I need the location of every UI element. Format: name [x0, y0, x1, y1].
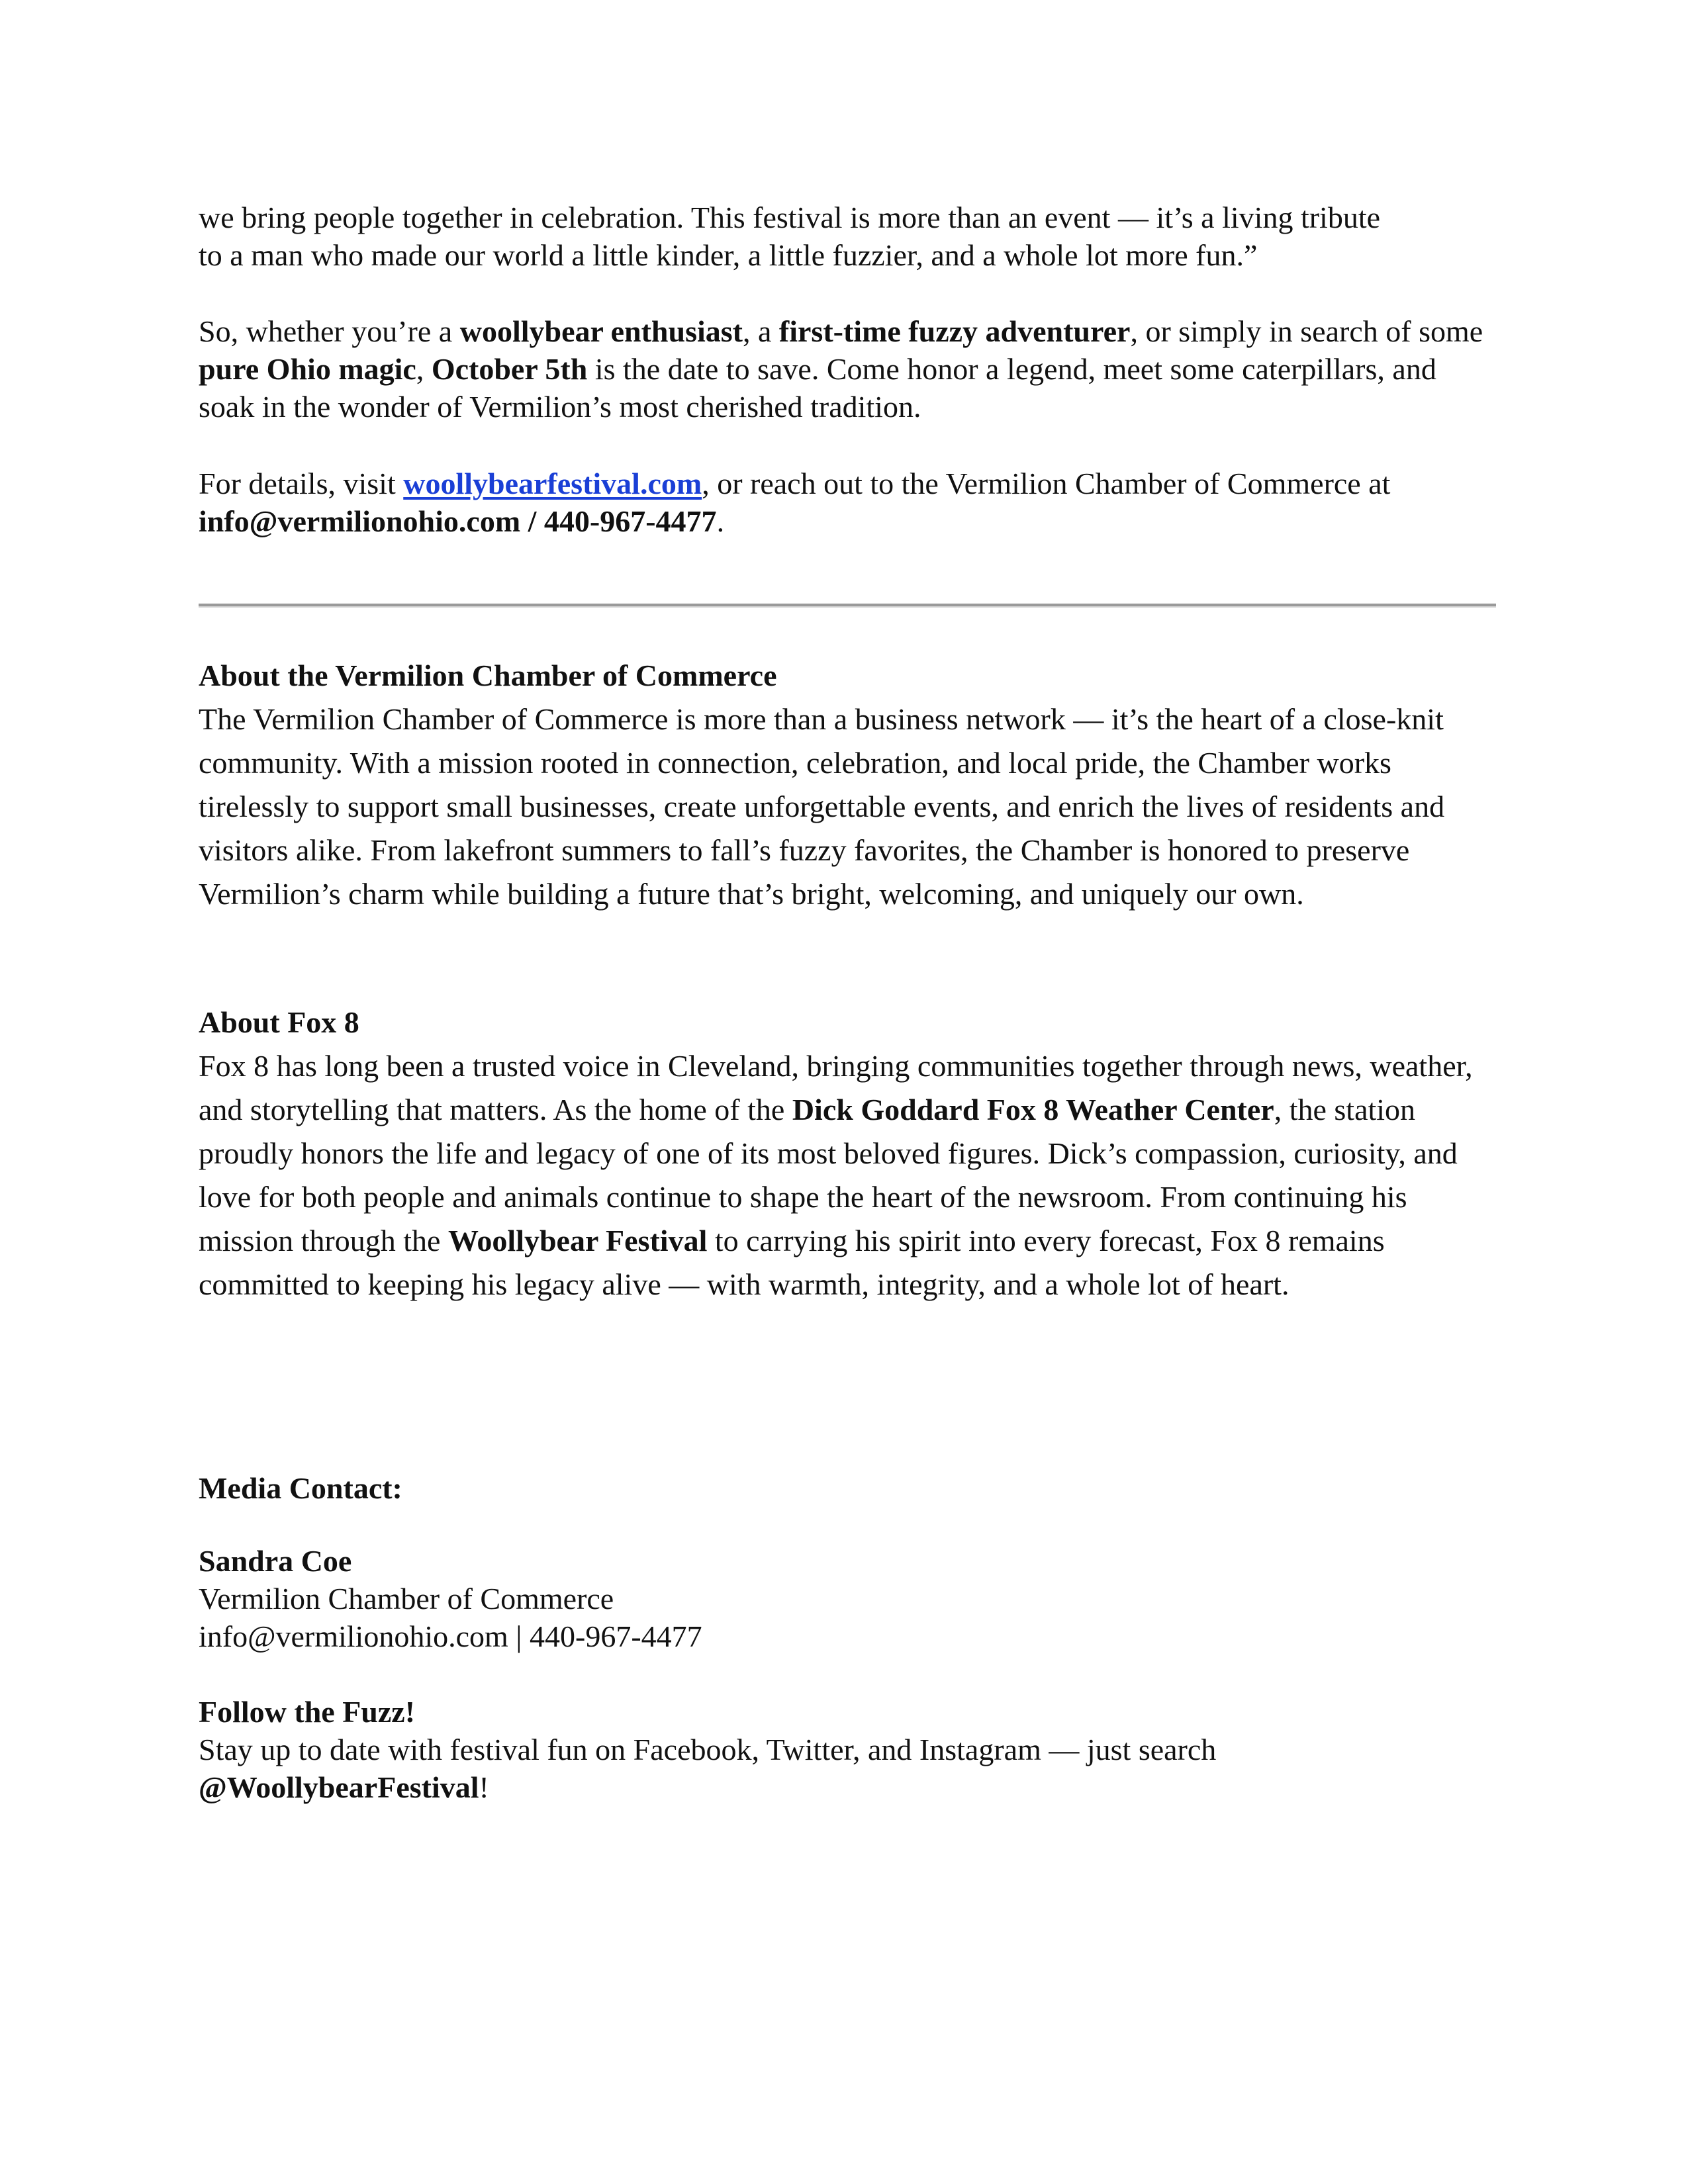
- emphasis-woollybear-festival: Woollybear Festival: [447, 1224, 708, 1257]
- save-date-text-5: is the date to save. Come honor a legend, meet some caterpillars, and soak in the wonder of Vermilion’s most cherished tradition.: [199, 352, 1436, 424]
- save-date-text-4: ,: [416, 352, 432, 386]
- about-chamber-section: [199, 654, 1496, 916]
- follow-section: [199, 1693, 1496, 1806]
- social-handle: @WoollybearFestival: [199, 1770, 479, 1804]
- details-text-3: .: [716, 504, 725, 538]
- chamber-contact-info: info@vermilionohio.com / 440-967-4477: [199, 504, 717, 538]
- details-paragraph: [199, 465, 1496, 540]
- save-the-date-paragraph: [199, 312, 1496, 426]
- contact-details: [199, 1542, 1496, 1655]
- details-text-2: , or reach out to the Vermilion Chamber of Commerce at: [702, 467, 1391, 500]
- fox8-text-1: Fox 8 has long been a trusted voice in Cleveland, bringing communities together through news, weather, and storytelling that matters. As the home of the: [199, 1049, 1473, 1126]
- follow-text: Stay up to date with festival fun on Facebook, Twitter, and Instagram — just search: [199, 1733, 1217, 1766]
- intro-line-1: we bring people together in celebration. This festival is more than an event — it’s a living tribute: [199, 201, 1381, 234]
- intro-paragraph-continuation: [199, 199, 1496, 274]
- follow-end: !: [479, 1770, 489, 1804]
- fox8-text-2: , the station proudly honors the life and legacy of one of its most beloved figures. Dick’s compassion, curiosity, and love for both people and animals continue to shape the heart of the newsroom. From continuing his mission through the: [199, 1093, 1458, 1257]
- follow-heading: Follow the Fuzz!: [199, 1695, 416, 1729]
- contact-name: Sandra Coe: [199, 1544, 352, 1578]
- festival-website-link[interactable]: woollybearfestival.com: [403, 467, 702, 500]
- about-fox8-heading: About Fox 8: [199, 1005, 359, 1039]
- emphasis-october-5th: October 5th: [431, 352, 588, 386]
- emphasis-weather-center: Dick Goddard Fox 8 Weather Center: [792, 1093, 1274, 1126]
- emphasis-woollybear-enthusiast: woollybear enthusiast: [459, 314, 743, 348]
- about-fox8-body: [199, 1044, 1496, 1306]
- save-date-text-2: , a: [742, 314, 779, 348]
- emphasis-first-time-adventurer: first-time fuzzy adventurer: [778, 314, 1131, 348]
- follow-body: [199, 1731, 1496, 1806]
- save-date-text-3: , or simply in search of some: [1130, 314, 1483, 348]
- fox8-text-3: to carrying his spirit into every forecast, Fox 8 remains committed to keeping his legacy alive — with warmth, integrity, and a whole lot of heart.: [199, 1224, 1385, 1301]
- media-contact-heading: Media Contact:: [199, 1471, 402, 1505]
- section-divider: [199, 604, 1496, 608]
- about-fox8-section: [199, 1001, 1496, 1306]
- details-text-1: For details, visit: [199, 467, 404, 500]
- contact-email-phone: info@vermilionohio.com | 440-967-4477: [199, 1619, 702, 1653]
- about-chamber-heading: About the Vermilion Chamber of Commerce: [199, 659, 777, 692]
- contact-organization: Vermilion Chamber of Commerce: [199, 1582, 614, 1615]
- about-chamber-body: The Vermilion Chamber of Commerce is more than a business network — it’s the heart of a close-knit community. With a mission rooted in connection, celebration, and local pride, the Chamber works tirelessly to support small businesses, create unforgettable events, and enrich the lives of residents and visitors alike. From lakefront summers to fall’s fuzzy favorites, the Chamber is honored to preserve Vermilion’s charm while building a future that’s bright, welcoming, and uniquely our own.: [199, 702, 1445, 911]
- intro-line-2: to a man who made our world a little kinder, a little fuzzier, and a whole lot more fun.”: [199, 238, 1258, 272]
- emphasis-pure-ohio-magic: pure Ohio magic: [199, 352, 416, 386]
- save-date-text-1: So, whether you’re a: [199, 314, 460, 348]
- media-contact-section: [199, 1469, 1496, 1507]
